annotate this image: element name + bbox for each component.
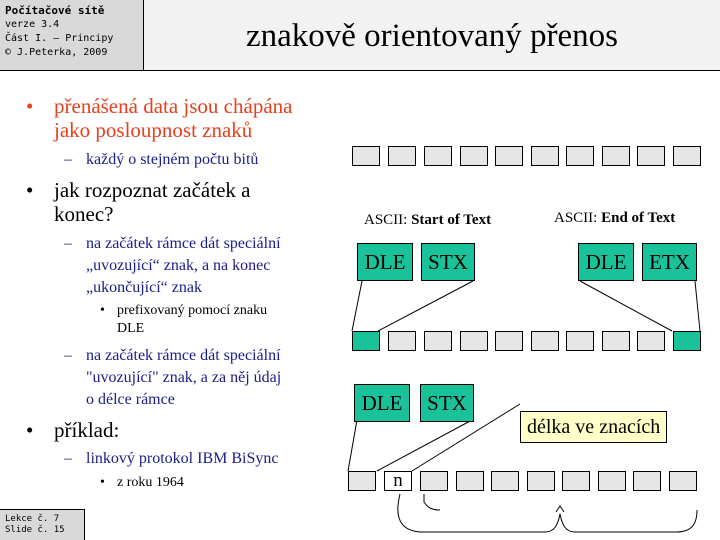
bullet-1-sub-1: každý o stejném počtu bitů [86, 151, 259, 168]
ascii-end-label: ASCII: End of Text [554, 210, 676, 226]
connector-line [378, 281, 473, 331]
frame-cell [637, 331, 665, 351]
frame-cell [633, 471, 661, 491]
frame-cell [531, 331, 559, 351]
frame-cell [566, 146, 594, 166]
frame-cell [602, 146, 630, 166]
sub-dash: – [64, 347, 72, 364]
bullet-2-subsub-line-1: prefixovaný pomocí znaku [117, 303, 268, 318]
course-part: Část I. – Principy [5, 33, 114, 44]
lesson-number: Lekce č. 7 [5, 514, 60, 524]
tag-dle: DLE [354, 384, 410, 422]
slide-number: Slide č. 15 [5, 525, 65, 535]
frame-cell-end [673, 331, 701, 351]
course-copyright: © J.Peterka, 2009 [5, 47, 108, 58]
frame-cell [566, 331, 594, 351]
bullet-2-sub-1-line-2: „uvozující“ znak, a na konec [86, 257, 271, 274]
frame-cell [495, 331, 523, 351]
frame-cell [637, 146, 665, 166]
frame-cell [460, 146, 488, 166]
course-title: Počítačové sítě [5, 4, 105, 17]
tag-stx: STX [421, 243, 475, 281]
course-version: verze 3.4 [5, 19, 60, 30]
tag-dle: DLE [357, 243, 413, 281]
frame-cell [491, 471, 519, 491]
frame-cell-length: n [384, 471, 412, 491]
subsub-dot: • [100, 475, 105, 490]
bullet-dot: • [26, 418, 34, 442]
connector-line [695, 281, 700, 331]
subsub-dot: • [100, 303, 105, 318]
bullet-1-line-1: přenášená data jsou chápána [54, 94, 293, 118]
slide-footer [0, 509, 85, 540]
tag-stx: STX [420, 384, 474, 422]
frame-cell [424, 146, 452, 166]
sub-dash: – [64, 450, 72, 467]
bullet-2-line-2: konec? [54, 202, 114, 226]
bullet-2-line-1: jak rozpoznat začátek a [54, 178, 251, 202]
frame-cell [424, 331, 452, 351]
sub-dash: – [64, 151, 72, 168]
frame-cell-start [352, 331, 380, 351]
brace-curve [398, 494, 697, 532]
bullet-dot: • [26, 178, 34, 202]
bullet-2-sub-1-line-3: „ukončující“ znak [86, 279, 202, 296]
bullet-2-sub-2-line-2: "uvozující" znak, a za něj údaj [86, 369, 282, 386]
frame-cell [352, 146, 380, 166]
brace-curve [424, 494, 440, 510]
bullet-3-sub-1: linkový protokol IBM BiSync [86, 450, 279, 467]
sub-dash: – [64, 235, 72, 252]
bullet-2-subsub-line-2: DLE [117, 321, 145, 336]
bullet-2-sub-2-line-3: o délce rámce [86, 391, 175, 408]
frame-cell [420, 471, 448, 491]
tag-dle: DLE [578, 243, 634, 281]
bullet-1-line-2: jako posloupnost znaků [54, 118, 253, 142]
frame-cell [598, 471, 626, 491]
frame-cell [388, 331, 416, 351]
frame-cell [531, 146, 559, 166]
tag-etx: ETX [642, 243, 697, 281]
frame-cell [348, 471, 376, 491]
frame-cell [460, 331, 488, 351]
brace-arrowhead [556, 506, 564, 512]
connector-line [352, 281, 362, 331]
bullet-dot: • [26, 94, 34, 118]
frame-cell [669, 471, 697, 491]
length-label: délka ve znacích [520, 411, 667, 443]
ascii-start-label: ASCII: Start of Text [364, 212, 492, 228]
frame-cell [388, 146, 416, 166]
bullet-3-subsub-1: z roku 1964 [117, 475, 184, 490]
bullet-2-sub-1-line-1: na začátek rámce dát speciální [86, 235, 281, 252]
frame-cell [562, 471, 590, 491]
frame-cell [673, 146, 701, 166]
frame-cell [527, 471, 555, 491]
bullet-3: příklad: [54, 418, 120, 442]
frame-cell [456, 471, 484, 491]
connector-line [580, 281, 672, 331]
slide-title: znakově orientovaný přenos [245, 18, 619, 54]
bullet-2-sub-2-line-1: na začátek rámce dát speciální [86, 347, 281, 364]
frame-cell [495, 146, 523, 166]
connector-line [348, 420, 357, 471]
frame-cell [602, 331, 630, 351]
